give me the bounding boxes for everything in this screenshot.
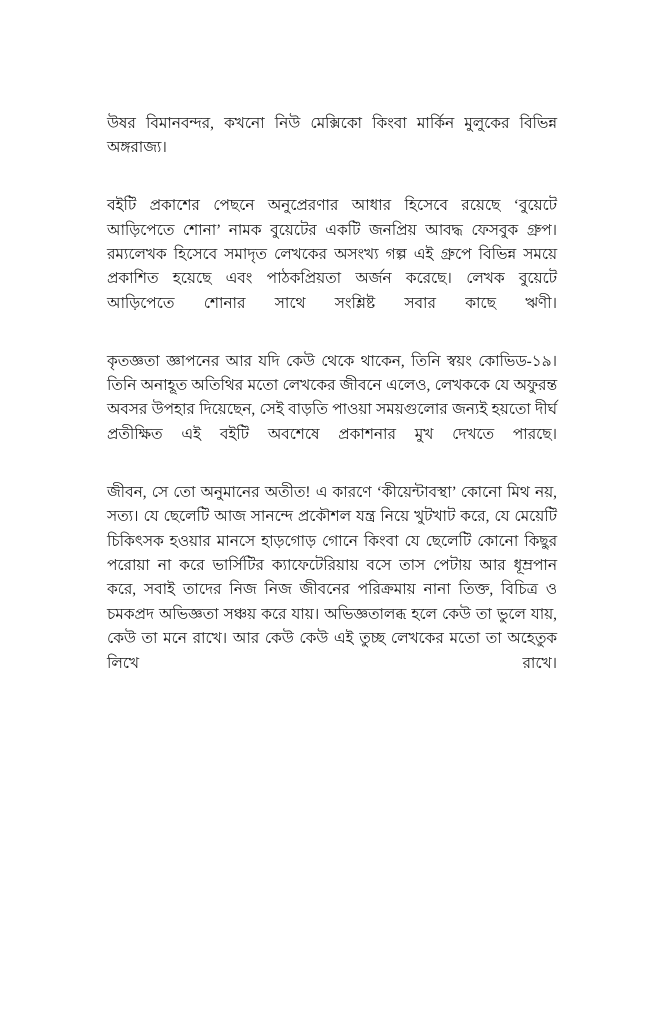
body-paragraph-1: উষর বিমানবন্দর, কখনো নিউ মেক্সিকো কিংবা মার্কিন মুলুকের বিভিন্ন অঙ্গরাজ্য। <box>107 115 557 157</box>
body-text-column <box>107 112 557 700</box>
body-paragraph-2: বইটি প্রকাশের পেছনে অনুপ্রেরণার আধার হিসেবে রয়েছে ‘বুয়েটে আড়িপেতে শোনা’ নামক বুয়েটের একটি জনপ্রিয় আবদ্ধ ফেসবুক গ্রুপ। রম্যলেখক হিসেবে সমাদৃত লেখকের অসংখ্য গল্প এই গ্রুপে বিভিন্ন সময়ে প্রকাশিত হয়েছে এবং পাঠকপ্রিয়তা অর্জন করেছে। লেখক বুয়েটে আড়িপেতে শোনার সাথে সংশ্লিষ্ট সবার কাছে ঋণী। <box>107 197 557 312</box>
body-paragraph-4: জীবন, সে তো অনুমানের অতীত! এ কারণে ‘কীয়েন্টাবস্থা’ কোনো মিথ নয়, সত্য। যে ছেলেটি আজ সানন্দে প্রকৌশল যন্ত্র নিয়ে খুটখাট করে, যে মেয়েটি চিকিৎসক হওয়ার মানসে হাড়গোড় গোনে কিংবা যে ছেলেটি কোনো কিছুর পরোয়া না করে ভার্সিটির ক্যাফেটেরিয়ায় বসে তাস পেটায় আর ধূম্রপান করে, সবাই তাদের নিজ নিজ জীবনের পরিক্রমায় নানা তিক্ত, বিচিত্র ও চমকপ্রদ অভিজ্ঞতা সঞ্চয় করে যায়। অভিজ্ঞতালব্ধ হলে কেউ তা ভুলে যায়, কেউ তা মনে রাখে। আর কেউ কেউ এই তুচ্ছ লেখকের মতো তা অহেতুক লিখে রাখে। <box>107 483 557 672</box>
body-paragraph-3: কৃতজ্ঞতা জ্ঞাপনের আর যদি কেউ থেকে থাকেন, তিনি স্বয়ং কোভিড-১৯। তিনি অনাহূত অতিথির মতো লেখকের জীবনে এলেও, লেখককে যে অফুরন্ত অবসর উপহার দিয়েছেন, সেই বাড়তি পাওয়া সময়গুলোর জন্যই হয়তো দীর্ঘ প্রতীক্ষিত এই বইটি অবশেষে প্রকাশনার মুখ দেখতে পারছে। <box>107 352 557 443</box>
